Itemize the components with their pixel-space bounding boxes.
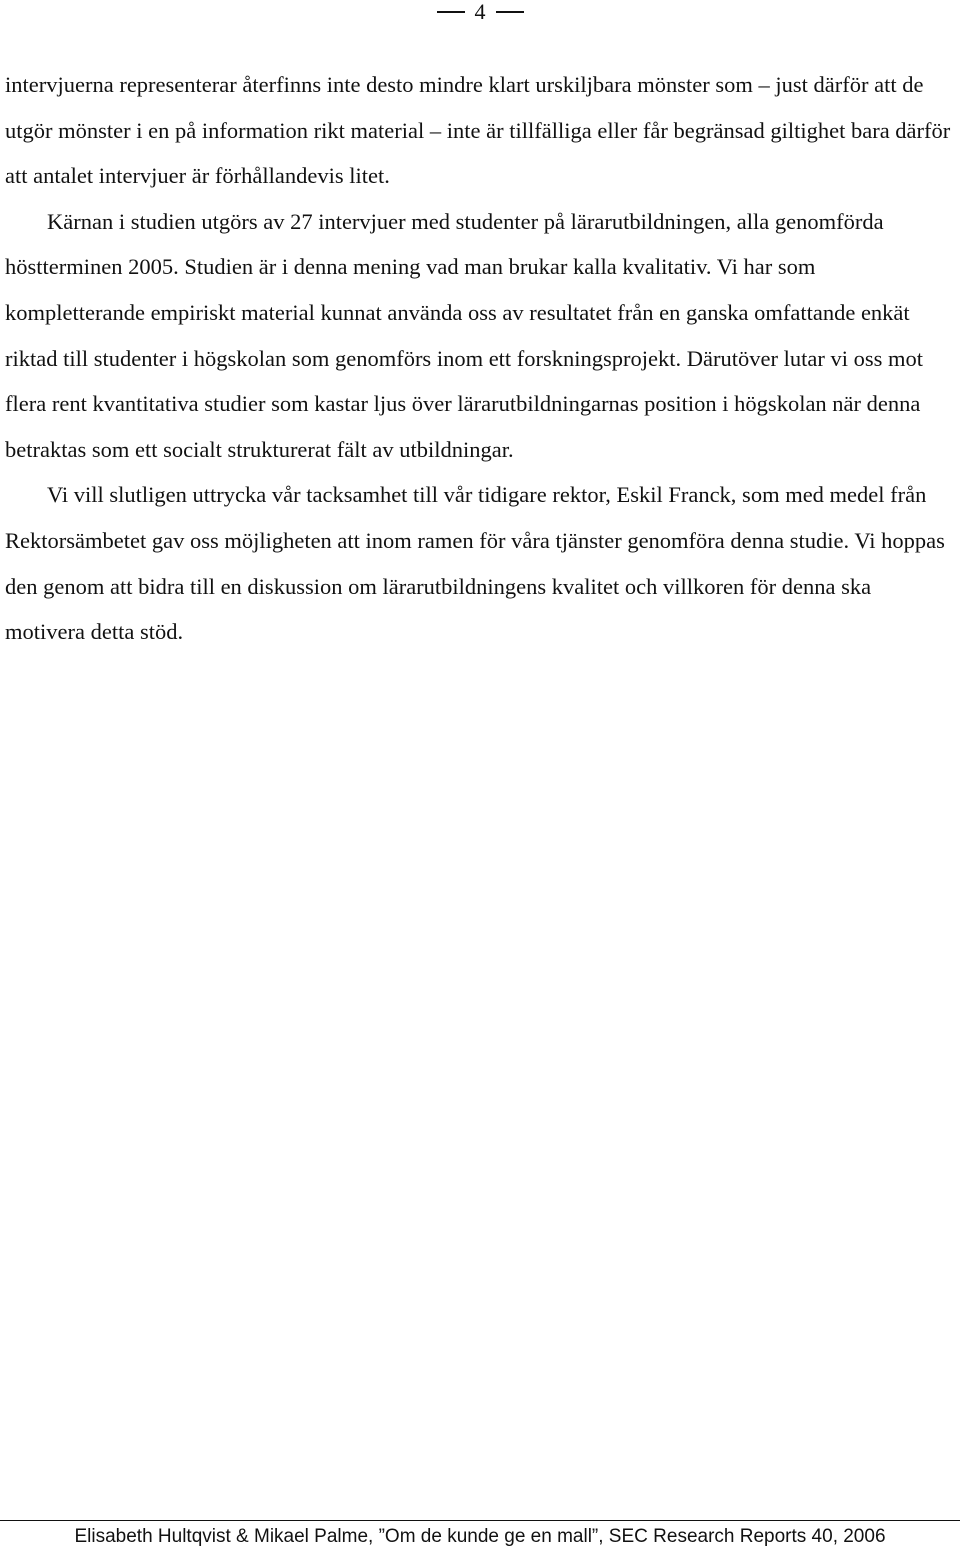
paragraph-1: intervjuerna representerar återfinns inte desto mindre klart urskiljbara mönster som – just därför att de utgör mönster i en på information rikt material – inte är tillfälliga eller får begränsad giltighet bara därför att antalet intervjuer är förhållandevis litet. — [5, 72, 951, 189]
footer-citation: Elisabeth Hultqvist & Mikael Palme, ”Om de kunde ge en mall”, SEC Research Reports 40, 2006 — [74, 1526, 886, 1547]
paragraph-2: Kärnan i studien utgörs av 27 intervjuer med studenter på lärarutbildningen, alla genomförda höstterminen 2005. Studien är i denna mening vad man brukar kalla kvalitativ. Vi har som kompletterande empiriskt material kunnat använda oss av resultatet från en ganska omfattande enkät riktad till studenter i högskolan som genomförs inom ett forskningsprojekt. Därutöver lutar vi oss mot flera rent kvantitativa studier som kastar ljus över lärarutbildningarnas position i högskolan när denna betraktas som ett socialt strukturerat fält av utbildningar. — [5, 208, 923, 462]
header-rule-left — [437, 11, 465, 13]
page-number: 4 — [474, 0, 486, 24]
body-text — [5, 62, 955, 655]
paragraph-3: Vi vill slutligen uttrycka vår tacksamhet till vår tidigare rektor, Eskil Franck, som med medel från Rektorsämbetet gav oss möjligheten att inom ramen för våra tjänster genomföra denna studie. Vi hoppas den genom att bidra till en diskussion om lärarutbildningens kvalitet och villkoren för denna ska motivera detta stöd. — [5, 482, 945, 645]
header-rule-right — [496, 11, 524, 13]
footer-rule — [0, 1520, 960, 1521]
page-header — [0, 0, 960, 24]
